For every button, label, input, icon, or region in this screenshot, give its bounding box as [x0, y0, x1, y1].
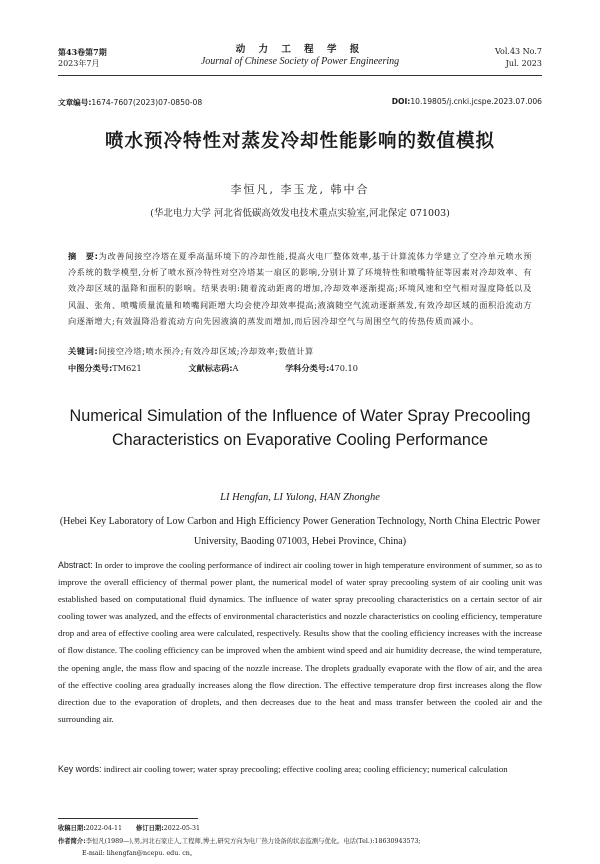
document-code-value: A: [232, 363, 239, 373]
header-journal-cn: 动 力 工 程 学 报: [235, 44, 365, 55]
abstract-cn-label: 摘 要:: [68, 251, 99, 261]
abstract-cn: [68, 248, 532, 329]
header-volume-cn: 第43卷第7期: [58, 47, 107, 57]
clc-value: TM621: [112, 363, 142, 373]
header-date-en: Jul. 2023: [505, 59, 542, 68]
header-volume-en: Vol.43 No.7: [495, 47, 542, 56]
article-number-label: 文章编号:: [58, 98, 92, 107]
header-journal: [58, 44, 542, 68]
author-info-text: 李恒凡(1989—),男,河北石家庄人,工程师,博士,研究方向为电厂热力设备的状态监测与优化。电话(Tel.):18630943573;: [85, 837, 421, 845]
abstract-en-label: Abstract:: [58, 560, 93, 570]
affiliation-en: (Hebei Key Laboratory of Low Carbon and High Efficiency Power Generation Technology, North China Electric Power University, Baoding 071003, Hebei Province, China): [59, 516, 541, 547]
footnote-author: [58, 836, 542, 849]
received-date: 2022-04-11: [85, 825, 123, 832]
keywords-en-label: Key words:: [58, 764, 102, 774]
clc-number: [68, 360, 142, 376]
article-meta: [58, 97, 542, 108]
subject-code-label: 学科分类号:: [285, 363, 330, 373]
affiliation-cn: (华北电力大学 河北省低碳高效发电技术重点实验室,河北保定 071003): [150, 208, 450, 219]
article-number: [58, 98, 202, 107]
authors-cn: 李恒凡, 李玉龙, 韩中合: [230, 183, 370, 196]
header-issue-en: [495, 46, 542, 70]
footnote: [58, 823, 542, 861]
header-date-cn: 2023年7月: [58, 59, 100, 68]
doi-value: 10.19805/j.cnki.jcspe.2023.07.006: [410, 97, 542, 106]
subject-code-value: 470.10: [329, 363, 358, 373]
clc-label: 中图分类号:: [68, 363, 113, 373]
author-info-label: 作者简介:: [58, 837, 86, 845]
title-cn: 喷水预冷特性对蒸发冷却性能影响的数值模拟: [104, 131, 495, 152]
footnote-email: E-mail: lihengfan@ncepu. edu. cn。: [82, 850, 197, 857]
footnote-rule: [58, 818, 198, 819]
authors-en: LI Hengfan, LI Yulong, HAN Zhonghe: [220, 492, 380, 503]
article-number-value: 1674-7607(2023)07-0850-08: [91, 98, 203, 107]
keywords-en: [58, 761, 542, 778]
revised-date: 2022-05-31: [163, 825, 201, 832]
abstract-en-text: In order to improve the cooling performance of indirect air cooling tower in high temperature environment of summer, so as to improve the overall efficiency of thermal power plant, the numerical model of water spray precooling system of air cooling unit was established based on computational fluid dynamics. The influence of water spray precooling characteristics on a certain sector of air cooling tower was analyzed, and the effects of environmental characteristics and nozzle characteristics on cooling efficiency, temperature drop and area of effective cooling area were calculated, respectively. Results show that the cooling efficiency increases with the increase of flow distance. The cooling efficiency can be improved when the ambient wind speed and air humidity decrease, the wind temperature, the opening angle, the mass flow and spacing of the nozzle increase. The droplets gradually evaporate with the flow of air, and the area of the effective cooling area gradually increases along the flow direction. The effective temperature drop first increases along the flow direction due to the evaporation of droplets, and then decreases due to the heat and mass transfer between the cooled air and the surrounding air.: [58, 560, 542, 724]
doi: [392, 97, 542, 106]
header-journal-en: Journal of Chinese Society of Power Engineering: [200, 56, 400, 67]
abstract-en: [58, 557, 542, 728]
document-code-label: 文献标志码:: [188, 363, 233, 373]
revised-label: 修订日期:: [136, 825, 164, 832]
keywords-cn-label: 关键词:: [68, 346, 99, 356]
subject-code: [285, 360, 358, 376]
received-label: 收稿日期:: [58, 825, 86, 832]
keywords-cn: [68, 343, 532, 359]
document-code: [188, 360, 238, 376]
classification-cn: [68, 360, 532, 376]
keywords-cn-text: 间接空冷塔;喷水预冷;有效冷却区域;冷却效率;数值计算: [98, 346, 314, 356]
keywords-en-text: indirect air cooling tower; water spray precooling; effective cooling area; cooling efficiency; numerical calculation: [101, 764, 508, 774]
footnote-dates: [58, 823, 542, 836]
running-header: [58, 44, 542, 74]
abstract-cn-text: 为改善间接空冷塔在夏季高温环境下的冷却性能,提高火电厂整体效率,基于计算流体力学建立了空冷单元喷水预冷系统的数学模型,分析了喷水预冷特性对空冷塔某一扇区的影响,分别计算了环境特性和喷嘴特征等因素对冷却效率、有效冷却区域的温降和面积的影响。结果表明:随着流动距离的增加,冷却效率逐渐提高;环境风速和空气相对湿度降低以及风温、张角、喷嘴质量流量和喷嘴间距增大均会使冷却效率提高;液滴随空气流动逐渐蒸发,有效冷却区域的面积沿流动方向逐渐增大;有效温降沿着流动方向先因液滴的蒸发而增加,而后因冷却空气与周围空气的传热传质而减小。: [68, 251, 532, 326]
doi-label: DOI:: [391, 97, 411, 106]
title-en: Numerical Simulation of the Influence of Water Spray Precooling Characteristics on Evaporative Cooling Performance: [69, 407, 531, 449]
header-rule: [58, 75, 542, 76]
